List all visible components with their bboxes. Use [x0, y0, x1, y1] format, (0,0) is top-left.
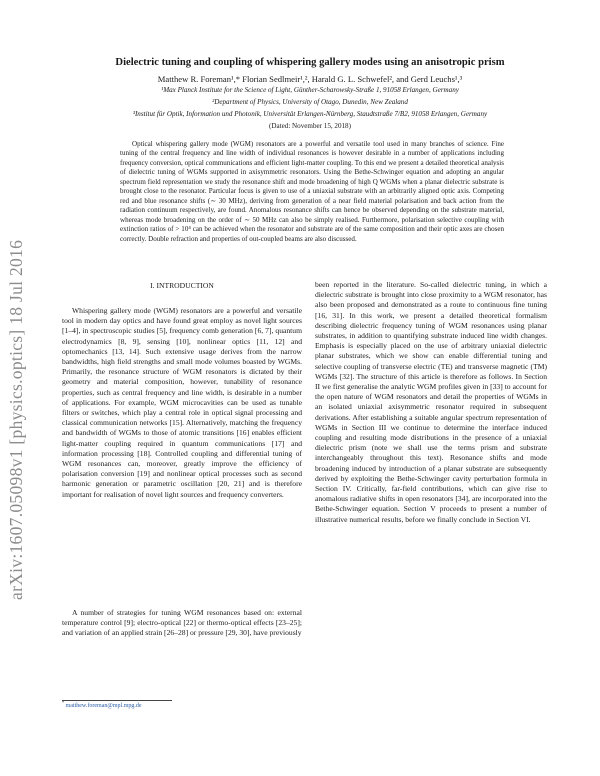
affiliation-1: ¹Max Planck Institute for the Science of Light, Günther-Scharowsky-Straße 1, 91058 Erlangen, Germany — [161, 86, 459, 94]
paper-title: Dielectric tuning and coupling of whispering gallery modes using an anisotropic prism — [115, 57, 505, 68]
arxiv-identifier[interactable]: arXiv:1607.05098v1 [physics.optics] 18 Jul 2016 — [6, 239, 26, 600]
author-email-link[interactable]: matthew.foreman@mpl.mpg.de — [65, 703, 142, 709]
intro-paragraph-1: Whispering gallery mode (WGM) resonators are a powerful and versatile tool in modern day optics and have found great employ as novel light sources [1–4], in spectroscopic studies [5], frequency comb generation [6, 7], quantum electrodynamics [8, 9], sensing [10], nonlinear optics [11, 12] and optomechanics [13, 14]. Such extensive usage derives from the narrow bandwidths, high field strengths and small mode volumes boasted by WGMs. Primarily, the resonance structure of WGM resonators is dictated by their geometry and material composition, however, tunability of resonance properties, such as central frequency and line width, is desirable in a number of applications. For example, WGM microcavities can be used as tunable filters or switches, which play a central role in optical signal processing and classical communication networks [15]. Alternatively, matching the frequency and bandwidth of WGMs to those of atomic transitions [16] enables efficient light-matter coupling required in quantum communications [17] and information processing [18]. Controlled coupling and differential tuning of WGM resonances can, moreover, greatly improve the efficiency of polarisation conversion [19] and nonlinear optical processes such as second harmonic generation or parametric oscillation [20, 21] and is therefore important for realisation of novel light sources and frequency converters. — [62, 306, 302, 499]
affiliation-3: ³Institut für Optik, Information und Photonik, Universität Erlangen-Nürnberg, Staudtstraße 7/B2, 91058 Erlangen, Germany — [132, 110, 488, 118]
left-column-continued — [62, 608, 302, 639]
footnote — [62, 700, 142, 709]
section-heading: I. INTRODUCTION — [150, 281, 214, 290]
footnote-rule — [62, 700, 172, 701]
abstract: Optical whispering gallery mode (WGM) resonators are a powerful and versatile tool used in many branches of science. Fine tuning of the central frequency and line width of individual resonances is however desirable in a number of applications including frequency conversion, optical communications and efficient light-matter coupling. To this end we present a detailed theoretical analysis of dielectric tuning of WGMs supported in axisymmetric resonators. Using the Bethe-Schwinger equation and adopting an angular spectrum field representation we study the resonance shift and mode broadening of high Q WGMs when a planar dielectric substrate is brought close to the resonator. Particular focus is given to use of a uniaxial substrate with an arbitrarily aligned optic axis. Competing red and blue resonance shifts (∼ 30 MHz), deriving from generation of a near field material polarisation and back action from the radiation continuum respectively, are found. Anomalous resonance shifts can hence be observed depending on the substrate material, whereas mode broadening on the order of ∼ 50 MHz can also be simply realised. Furthermore, polarisation selective coupling with extinction ratios of > 10⁴ can be achieved when the resonator and substrate are of the same composition and their optic axes are chosen correctly. Double refraction and properties of out-coupled beams are also discussed. — [120, 140, 504, 243]
intro-paragraph-3: been reported in the literature. So-called dielectric tuning, in which a dielectric substrate is brought into close proximity to a WGM resonator, has also been proposed and demonstrated as a route to continuous fine tuning [16, 31]. In this work, we present a detailed theoretical formalism describing dielectric frequency tuning of WGM resonances using planar substrates, in addition to quantifying substrate induced line width changes. Emphasis is especially placed on the use of arbitrary uniaxial dielectric planar substrates, which we show can enable differential tuning and selective coupling of transverse electric (TE) and transverse magnetic (TM) WGMs [32]. The structure of this article is therefore as follows. In Section II we first generalise the analytic WGM profiles given in [33] to account for the open nature of WGM resonators and detail the properties of WGMs in an isolated uniaxial axisymmetric resonator required in subsequent derivations. After establishing a suitable angular spectrum representation of WGMs in Section III we continue to determine the interface induced coupling and resulting mode distributions in the presence of a uniaxial dielectric prism (note we shall use the terms prism and substrate interchangeably throughout this text). Resonance shifts and mode broadening induced by introduction of a planar substrate are subsequently derived by exploiting the Bethe-Schwinger cavity perturbation formula in Section IV. Critically, far-field contributions, which can give rise to anomalous radiative shifts in open resonators [34], are incorporated into the Bethe-Schwinger equation. Section V proceeds to present a number of illustrative numerical results, before we finally conclude in Section VI. — [315, 280, 547, 524]
date-line: (Dated: November 15, 2018) — [269, 122, 351, 130]
intro-paragraph-2: A number of strategies for tuning WGM resonances based on: external temperature control [9]; electro-optical [22] or thermo-optical effects [23–25]; and variation of an applied strain [26–28] or pressure [29, 30], have previously — [62, 608, 302, 638]
author-list: Matthew R. Foreman¹,* Florian Sedlmeir¹,², Harald G. L. Schwefel², and Gerd Leuchs¹,³ — [157, 74, 463, 84]
arxiv-stamp — [2, 180, 30, 600]
footnote-marker: * — [62, 700, 65, 705]
affiliation-2: ²Department of Physics, University of Otago, Dunedin, New Zealand — [212, 98, 408, 106]
left-column — [62, 306, 302, 500]
right-column — [315, 280, 547, 525]
